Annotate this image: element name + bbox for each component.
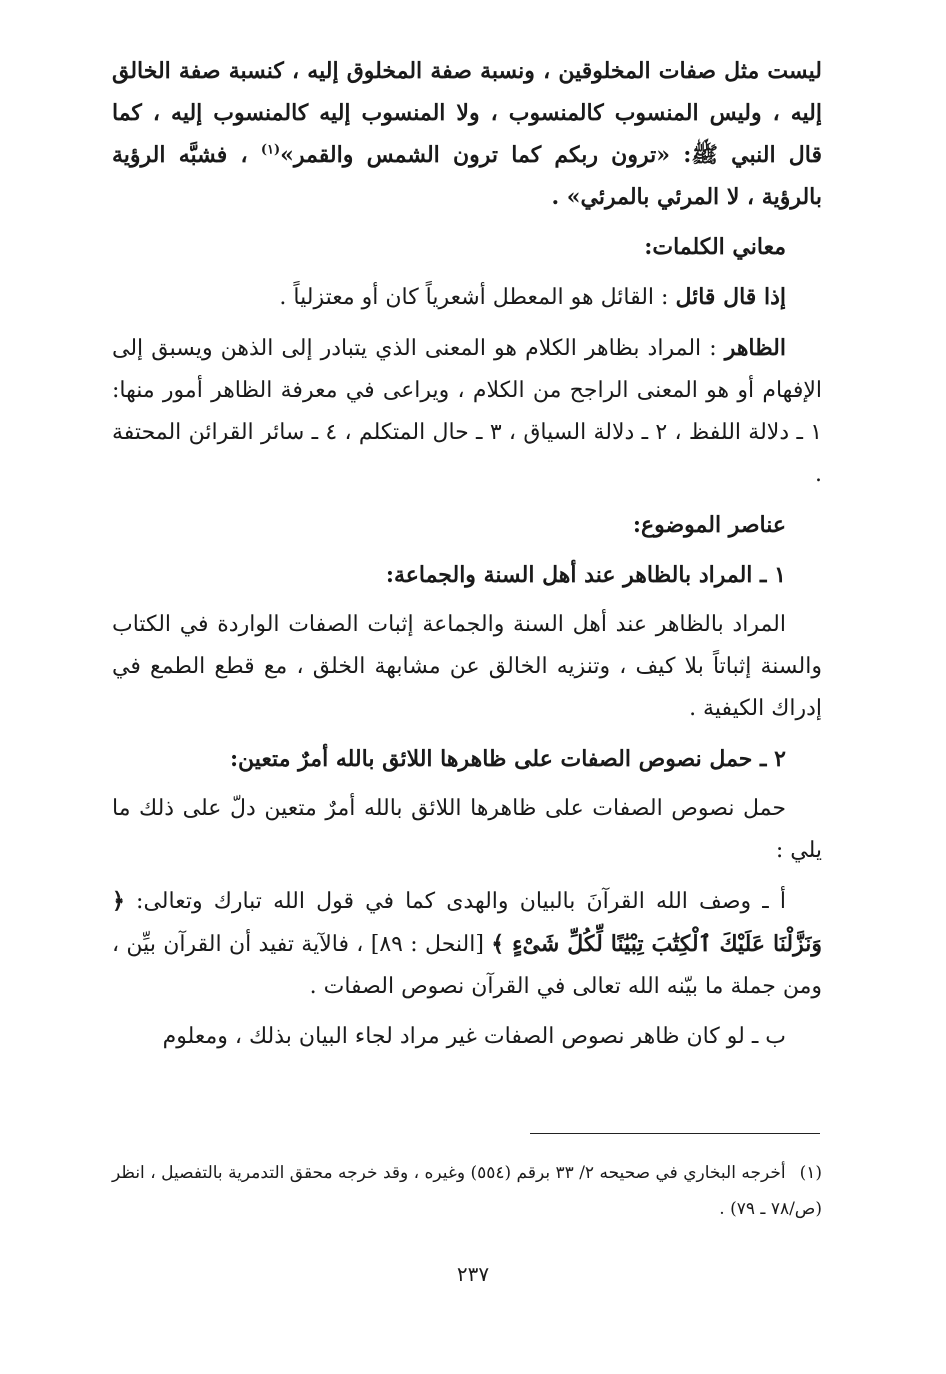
section-1-text: المراد بالظاهر عند أهل السنة والجماعة إثبات الصفات الواردة في الكتاب والسنة إثباتاً بلا كيف ، وتنزيه الخالق عن مشابهة الخلق ، مع قطع الطمع في إدراك الكيفية . (112, 612, 822, 721)
intro-text-end: ، فشبَّه الرؤية بالرؤية ، لا المرئي بالمرئي» . (112, 142, 822, 210)
vocab-item-1 (112, 276, 822, 319)
footnote (112, 1155, 822, 1227)
intro-paragraph (112, 50, 822, 218)
point-a-text-end: [النحل : ٨٩] ، فالآية تفيد أن القرآن بيِّن ، ومن جملة ما بيّنه الله تعالى في القرآن نصوص الصفات . (112, 932, 822, 999)
point-a (112, 880, 822, 1008)
quran-verse: ﴿ وَنَزَّلْنَا عَلَيْكَ ٱلْكِتَٰبَ تِبْيَٰنًا لِّكُلِّ شَىْءٍ ﴾ (112, 888, 822, 957)
point-b: ب ـ لو كان ظاهر نصوص الصفات غير مراد لجاء البيان بذلك ، ومعلوم (162, 1024, 786, 1049)
vocab-text-2: : المراد بظاهر الكلام هو المعنى الذي يتبادر إلى الذهن ويسبق إلى الإفهام أو هو المعنى الراجح من الكلام ، ويراعى في معرفة الظاهر أمور منها: ١ ـ دلالة اللفظ ، ٢ ـ دلالة السياق ، ٣ ـ حال المتكلم ، ٤ ـ سائر القرائن المحتفة . (112, 336, 823, 487)
vocab-text-1: : القائل هو المعطل أشعرياً كان أو معتزلياً . (279, 285, 669, 310)
page-body (112, 50, 822, 1066)
footnote-number: (١) (799, 1163, 822, 1183)
section-2-heading: ٢ ـ حمل نصوص الصفات على ظاهرها اللائق بالله أمرٌ متعين: (229, 746, 786, 772)
page-number: ٢٣٧ (456, 1262, 490, 1286)
point-a-text-start: أ ـ وصف الله القرآنَ بالبيان والهدى كما في قول الله تبارك وتعالى: (136, 889, 786, 914)
elements-heading: عناصر الموضوع: (632, 512, 786, 538)
section-1-heading: ١ ـ المراد بالظاهر عند أهل السنة والجماعة: (385, 562, 786, 588)
vocab-term-2: الظاهر (724, 335, 786, 361)
vocab-item-2 (112, 327, 822, 496)
vocab-heading: معاني الكلمات: (644, 234, 786, 260)
section-2-text: حمل نصوص الصفات على ظاهرها اللائق بالله أمرٌ متعين دلّ على ذلك ما يلي : (112, 796, 822, 863)
footnote-text: أخرجه البخاري في صحيحه ٢/ ٣٣ برقم (٥٥٤) وغيره ، وقد خرجه محقق التدمرية بالتفصيل ، انظر (ص/٧٨ ـ ٧٩) . (112, 1163, 822, 1219)
footnote-divider (530, 1133, 820, 1134)
vocab-term-1: إذا قال قائل (675, 284, 786, 310)
footnote-marker[interactable]: (١) (260, 142, 281, 158)
intro-text: ليست مثل صفات المخلوقين ، ونسبة صفة المخلوق إليه ، كنسبة صفة الخالق إليه ، وليس المنسوب كالمنسوب ، ولا المنسوب إليه كالمنسوب إليه ، كما قال النبي ﷺ: «ترون ربكم كما ترون الشمس والقمر» (112, 58, 822, 168)
